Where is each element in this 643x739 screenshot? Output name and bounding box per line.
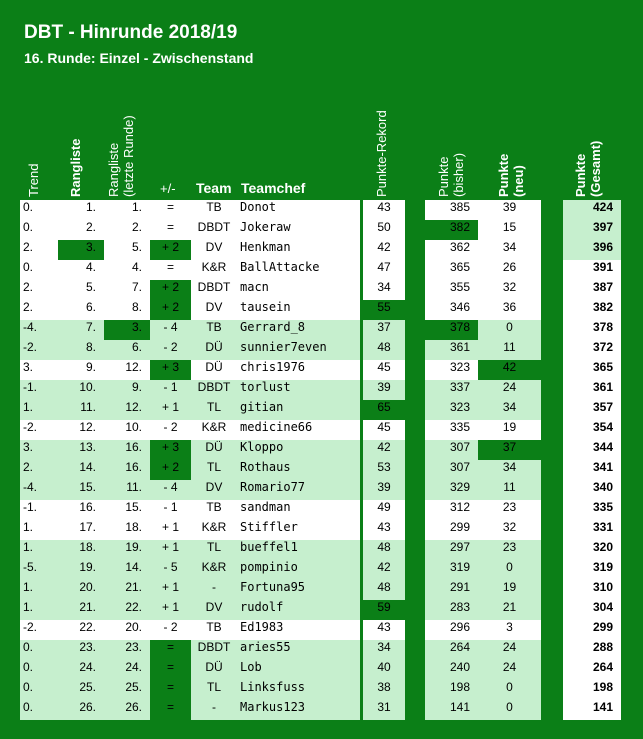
cell-chef: sandman xyxy=(237,500,360,520)
cell-neu: 0 xyxy=(478,700,541,720)
cell-team: DBDT xyxy=(191,220,237,240)
cell-rekord: 47 xyxy=(363,260,405,280)
cell-bisher: 283 xyxy=(425,600,478,620)
cell-neu: 24 xyxy=(478,660,541,680)
cell-trend: 1. xyxy=(20,600,58,620)
cell-bisher: 297 xyxy=(425,540,478,560)
cell-neu: 36 xyxy=(478,300,541,320)
cell-team: DBDT xyxy=(191,380,237,400)
cell-rekord: 31 xyxy=(363,700,405,720)
cell-neu: 42 xyxy=(478,360,541,380)
cell-gesamt: 361 xyxy=(563,380,621,400)
cell-team: TB xyxy=(191,200,237,220)
cell-neu: 19 xyxy=(478,580,541,600)
cell-last: 7. xyxy=(104,280,150,300)
cell-team: DÜ xyxy=(191,660,237,680)
cell-chef: Lob xyxy=(237,660,360,680)
cell-pm: - 2 xyxy=(150,420,191,440)
cell-neu: 19 xyxy=(478,420,541,440)
cell-rekord: 53 xyxy=(363,460,405,480)
cell-bisher: 240 xyxy=(425,660,478,680)
cell-pm: = xyxy=(150,220,191,240)
cell-gesamt: 357 xyxy=(563,400,621,420)
cell-rekord: 48 xyxy=(363,580,405,600)
cell-last: 26. xyxy=(104,700,150,720)
cell-team: DÜ xyxy=(191,360,237,380)
cell-pm: = xyxy=(150,200,191,220)
header-trend: Trend xyxy=(26,163,41,197)
cell-chef: bueffel1 xyxy=(237,540,360,560)
cell-pm: + 1 xyxy=(150,400,191,420)
cell-trend: 3. xyxy=(20,360,58,380)
cell-pm: = xyxy=(150,700,191,720)
cell-gesamt: 382 xyxy=(563,300,621,320)
header-rangliste: Rangliste xyxy=(68,138,83,197)
cell-rekord: 34 xyxy=(363,280,405,300)
cell-pm: + 2 xyxy=(150,280,191,300)
header-teamchef: Teamchef xyxy=(241,180,306,196)
cell-gesamt: 304 xyxy=(563,600,621,620)
cell-team: TB xyxy=(191,620,237,640)
cell-neu: 23 xyxy=(478,500,541,520)
cell-rank: 11. xyxy=(58,400,104,420)
cell-bisher: 198 xyxy=(425,680,478,700)
cell-team: K&R xyxy=(191,560,237,580)
cell-team: DBDT xyxy=(191,280,237,300)
cell-gesamt: 344 xyxy=(563,440,621,460)
cell-last: 16. xyxy=(104,460,150,480)
cell-trend: -2. xyxy=(20,420,58,440)
cell-pm: + 1 xyxy=(150,540,191,560)
cell-trend: 1. xyxy=(20,580,58,600)
cell-pm: - 1 xyxy=(150,380,191,400)
cell-trend: 0. xyxy=(20,220,58,240)
cell-rank: 16. xyxy=(58,500,104,520)
cell-pm: - 4 xyxy=(150,320,191,340)
cell-last: 25. xyxy=(104,680,150,700)
cell-gesamt: 335 xyxy=(563,500,621,520)
cell-neu: 34 xyxy=(478,460,541,480)
cell-neu: 11 xyxy=(478,480,541,500)
cell-gesamt: 378 xyxy=(563,320,621,340)
cell-gesamt: 397 xyxy=(563,220,621,240)
cell-rank: 26. xyxy=(58,700,104,720)
cell-rank: 17. xyxy=(58,520,104,540)
cell-neu: 37 xyxy=(478,440,541,460)
cell-trend: -2. xyxy=(20,340,58,360)
cell-chef: Stiffler xyxy=(237,520,360,540)
cell-pm: + 2 xyxy=(150,240,191,260)
header-punkte-gesamt: Punkte (Gesamt) xyxy=(573,140,603,197)
cell-trend: 3. xyxy=(20,440,58,460)
cell-rank: 20. xyxy=(58,580,104,600)
cell-trend: -1. xyxy=(20,500,58,520)
cell-rekord: 55 xyxy=(363,300,405,320)
cell-trend: 0. xyxy=(20,200,58,220)
cell-rank: 9. xyxy=(58,360,104,380)
header-plus-minus: +/- xyxy=(160,181,176,196)
cell-last: 19. xyxy=(104,540,150,560)
cell-last: 16. xyxy=(104,440,150,460)
cell-neu: 32 xyxy=(478,520,541,540)
cell-chef: Fortuna95 xyxy=(237,580,360,600)
cell-bisher: 382 xyxy=(425,220,478,240)
cell-gesamt: 319 xyxy=(563,560,621,580)
cell-rekord: 59 xyxy=(363,600,405,620)
cell-chef: Jokeraw xyxy=(237,220,360,240)
cell-team: DBDT xyxy=(191,640,237,660)
cell-neu: 3 xyxy=(478,620,541,640)
cell-rank: 4. xyxy=(58,260,104,280)
cell-gesamt: 340 xyxy=(563,480,621,500)
cell-team: - xyxy=(191,580,237,600)
cell-trend: 2. xyxy=(20,460,58,480)
cell-last: 6. xyxy=(104,340,150,360)
cell-chef: rudolf xyxy=(237,600,360,620)
cell-trend: -2. xyxy=(20,620,58,640)
cell-last: 18. xyxy=(104,520,150,540)
cell-team: DV xyxy=(191,240,237,260)
cell-last: 5. xyxy=(104,240,150,260)
cell-last: 12. xyxy=(104,400,150,420)
cell-bisher: 335 xyxy=(425,420,478,440)
cell-bisher: 264 xyxy=(425,640,478,660)
cell-bisher: 141 xyxy=(425,700,478,720)
cell-neu: 34 xyxy=(478,240,541,260)
cell-pm: = xyxy=(150,640,191,660)
cell-gesamt: 354 xyxy=(563,420,621,440)
cell-team: DV xyxy=(191,600,237,620)
cell-rekord: 34 xyxy=(363,640,405,660)
cell-rekord: 42 xyxy=(363,240,405,260)
cell-last: 3. xyxy=(104,320,150,340)
cell-chef: medicine66 xyxy=(237,420,360,440)
cell-team: DÜ xyxy=(191,340,237,360)
cell-rank: 23. xyxy=(58,640,104,660)
cell-team: TB xyxy=(191,500,237,520)
cell-gesamt: 198 xyxy=(563,680,621,700)
cell-team: - xyxy=(191,700,237,720)
cell-pm: - 1 xyxy=(150,500,191,520)
cell-rekord: 37 xyxy=(363,320,405,340)
cell-rekord: 48 xyxy=(363,340,405,360)
cell-bisher: 312 xyxy=(425,500,478,520)
cell-last: 12. xyxy=(104,360,150,380)
cell-pm: + 2 xyxy=(150,300,191,320)
cell-team: K&R xyxy=(191,420,237,440)
cell-chef: torlust xyxy=(237,380,360,400)
cell-chef: Ed1983 xyxy=(237,620,360,640)
cell-rank: 19. xyxy=(58,560,104,580)
cell-chef: aries55 xyxy=(237,640,360,660)
cell-bisher: 355 xyxy=(425,280,478,300)
cell-chef: Henkman xyxy=(237,240,360,260)
cell-team: K&R xyxy=(191,260,237,280)
cell-rekord: 39 xyxy=(363,480,405,500)
cell-chef: Donot xyxy=(237,200,360,220)
cell-trend: 0. xyxy=(20,660,58,680)
cell-bisher: 378 xyxy=(425,320,478,340)
cell-rank: 6. xyxy=(58,300,104,320)
cell-trend: 1. xyxy=(20,540,58,560)
cell-last: 8. xyxy=(104,300,150,320)
cell-rank: 14. xyxy=(58,460,104,480)
header-punkte-neu: Punkte (neu) xyxy=(496,153,526,197)
cell-neu: 32 xyxy=(478,280,541,300)
cell-trend: 2. xyxy=(20,280,58,300)
cell-rank: 21. xyxy=(58,600,104,620)
cell-team: TB xyxy=(191,320,237,340)
cell-last: 24. xyxy=(104,660,150,680)
cell-rekord: 39 xyxy=(363,380,405,400)
cell-trend: 0. xyxy=(20,700,58,720)
cell-pm: + 3 xyxy=(150,440,191,460)
cell-trend: -4. xyxy=(20,320,58,340)
cell-gesamt: 387 xyxy=(563,280,621,300)
cell-rank: 24. xyxy=(58,660,104,680)
cell-neu: 15 xyxy=(478,220,541,240)
cell-pm: + 1 xyxy=(150,580,191,600)
cell-bisher: 291 xyxy=(425,580,478,600)
cell-rank: 1. xyxy=(58,200,104,220)
cell-last: 14. xyxy=(104,560,150,580)
cell-chef: Markus123 xyxy=(237,700,360,720)
cell-chef: tausein xyxy=(237,300,360,320)
cell-neu: 23 xyxy=(478,540,541,560)
cell-gesamt: 365 xyxy=(563,360,621,380)
cell-pm: = xyxy=(150,680,191,700)
cell-team: TL xyxy=(191,460,237,480)
cell-trend: 0. xyxy=(20,260,58,280)
cell-gesamt: 141 xyxy=(563,700,621,720)
cell-pm: - 2 xyxy=(150,340,191,360)
cell-bisher: 365 xyxy=(425,260,478,280)
header-punkte-bisher: Punkte (bisher) xyxy=(436,152,466,197)
cell-bisher: 323 xyxy=(425,360,478,380)
cell-gesamt: 341 xyxy=(563,460,621,480)
cell-rekord: 43 xyxy=(363,200,405,220)
cell-neu: 26 xyxy=(478,260,541,280)
cell-chef: BallAttacke xyxy=(237,260,360,280)
cell-rank: 2. xyxy=(58,220,104,240)
cell-rekord: 48 xyxy=(363,540,405,560)
cell-rank: 25. xyxy=(58,680,104,700)
cell-gesamt: 391 xyxy=(563,260,621,280)
cell-bisher: 346 xyxy=(425,300,478,320)
cell-rekord: 43 xyxy=(363,520,405,540)
cell-neu: 0 xyxy=(478,680,541,700)
cell-trend: 1. xyxy=(20,520,58,540)
cell-rekord: 42 xyxy=(363,440,405,460)
cell-bisher: 361 xyxy=(425,340,478,360)
cell-bisher: 296 xyxy=(425,620,478,640)
cell-rekord: 40 xyxy=(363,660,405,680)
cell-trend: -4. xyxy=(20,480,58,500)
cell-last: 21. xyxy=(104,580,150,600)
cell-gesamt: 396 xyxy=(563,240,621,260)
cell-team: TL xyxy=(191,680,237,700)
cell-bisher: 299 xyxy=(425,520,478,540)
cell-pm: - 4 xyxy=(150,480,191,500)
cell-neu: 21 xyxy=(478,600,541,620)
cell-pm: = xyxy=(150,660,191,680)
cell-neu: 34 xyxy=(478,400,541,420)
cell-team: TL xyxy=(191,540,237,560)
cell-last: 1. xyxy=(104,200,150,220)
cell-gesamt: 288 xyxy=(563,640,621,660)
cell-chef: Romario77 xyxy=(237,480,360,500)
cell-last: 20. xyxy=(104,620,150,640)
cell-team: TL xyxy=(191,400,237,420)
cell-pm: + 1 xyxy=(150,600,191,620)
cell-rank: 13. xyxy=(58,440,104,460)
cell-trend: 2. xyxy=(20,240,58,260)
header-team: Team xyxy=(196,180,232,196)
cell-rank: 7. xyxy=(58,320,104,340)
cell-bisher: 323 xyxy=(425,400,478,420)
cell-bisher: 337 xyxy=(425,380,478,400)
cell-last: 11. xyxy=(104,480,150,500)
cell-chef: gitian xyxy=(237,400,360,420)
cell-rank: 3. xyxy=(58,240,104,260)
cell-trend: 0. xyxy=(20,640,58,660)
header-punkte-rekord: Punkte-Rekord xyxy=(374,110,389,197)
cell-rekord: 38 xyxy=(363,680,405,700)
cell-chef: sunnier7even xyxy=(237,340,360,360)
cell-bisher: 307 xyxy=(425,440,478,460)
cell-team: DÜ xyxy=(191,440,237,460)
cell-bisher: 329 xyxy=(425,480,478,500)
cell-last: 23. xyxy=(104,640,150,660)
cell-rekord: 50 xyxy=(363,220,405,240)
cell-rank: 8. xyxy=(58,340,104,360)
cell-neu: 39 xyxy=(478,200,541,220)
cell-gesamt: 299 xyxy=(563,620,621,640)
cell-rekord: 43 xyxy=(363,620,405,640)
cell-bisher: 307 xyxy=(425,460,478,480)
cell-neu: 11 xyxy=(478,340,541,360)
cell-last: 15. xyxy=(104,500,150,520)
cell-rank: 10. xyxy=(58,380,104,400)
cell-rekord: 65 xyxy=(363,400,405,420)
cell-team: K&R xyxy=(191,520,237,540)
cell-bisher: 385 xyxy=(425,200,478,220)
cell-trend: 1. xyxy=(20,400,58,420)
cell-team: DV xyxy=(191,300,237,320)
cell-rank: 22. xyxy=(58,620,104,640)
cell-team: DV xyxy=(191,480,237,500)
header-rangliste-letzte: Rangliste (letzte Runde) xyxy=(106,115,136,197)
cell-rank: 15. xyxy=(58,480,104,500)
cell-rank: 5. xyxy=(58,280,104,300)
cell-trend: -5. xyxy=(20,560,58,580)
cell-last: 2. xyxy=(104,220,150,240)
cell-trend: 2. xyxy=(20,300,58,320)
cell-gesamt: 331 xyxy=(563,520,621,540)
cell-chef: Kloppo xyxy=(237,440,360,460)
cell-trend: -1. xyxy=(20,380,58,400)
cell-chef: pompinio xyxy=(237,560,360,580)
cell-last: 9. xyxy=(104,380,150,400)
cell-last: 10. xyxy=(104,420,150,440)
page-title: DBT - Hinrunde 2018/19 xyxy=(24,22,238,43)
cell-chef: Rothaus xyxy=(237,460,360,480)
cell-rekord: 42 xyxy=(363,560,405,580)
cell-rank: 18. xyxy=(58,540,104,560)
cell-trend: 0. xyxy=(20,680,58,700)
cell-bisher: 319 xyxy=(425,560,478,580)
cell-pm: + 3 xyxy=(150,360,191,380)
page-subtitle: 16. Runde: Einzel - Zwischenstand xyxy=(24,50,254,66)
cell-bisher: 362 xyxy=(425,240,478,260)
cell-pm: + 2 xyxy=(150,460,191,480)
cell-rekord: 45 xyxy=(363,420,405,440)
cell-pm: = xyxy=(150,260,191,280)
cell-neu: 24 xyxy=(478,380,541,400)
cell-rekord: 49 xyxy=(363,500,405,520)
cell-last: 22. xyxy=(104,600,150,620)
cell-neu: 24 xyxy=(478,640,541,660)
cell-neu: 0 xyxy=(478,320,541,340)
cell-neu: 0 xyxy=(478,560,541,580)
cell-rank: 12. xyxy=(58,420,104,440)
cell-chef: chris1976 xyxy=(237,360,360,380)
cell-pm: - 2 xyxy=(150,620,191,640)
cell-gesamt: 310 xyxy=(563,580,621,600)
cell-gesamt: 424 xyxy=(563,200,621,220)
cell-gesamt: 372 xyxy=(563,340,621,360)
cell-chef: Gerrard_8 xyxy=(237,320,360,340)
cell-chef: Linksfuss xyxy=(237,680,360,700)
cell-last: 4. xyxy=(104,260,150,280)
cell-chef: macn xyxy=(237,280,360,300)
cell-pm: + 1 xyxy=(150,520,191,540)
cell-pm: - 5 xyxy=(150,560,191,580)
cell-gesamt: 320 xyxy=(563,540,621,560)
cell-rekord: 45 xyxy=(363,360,405,380)
cell-gesamt: 264 xyxy=(563,660,621,680)
